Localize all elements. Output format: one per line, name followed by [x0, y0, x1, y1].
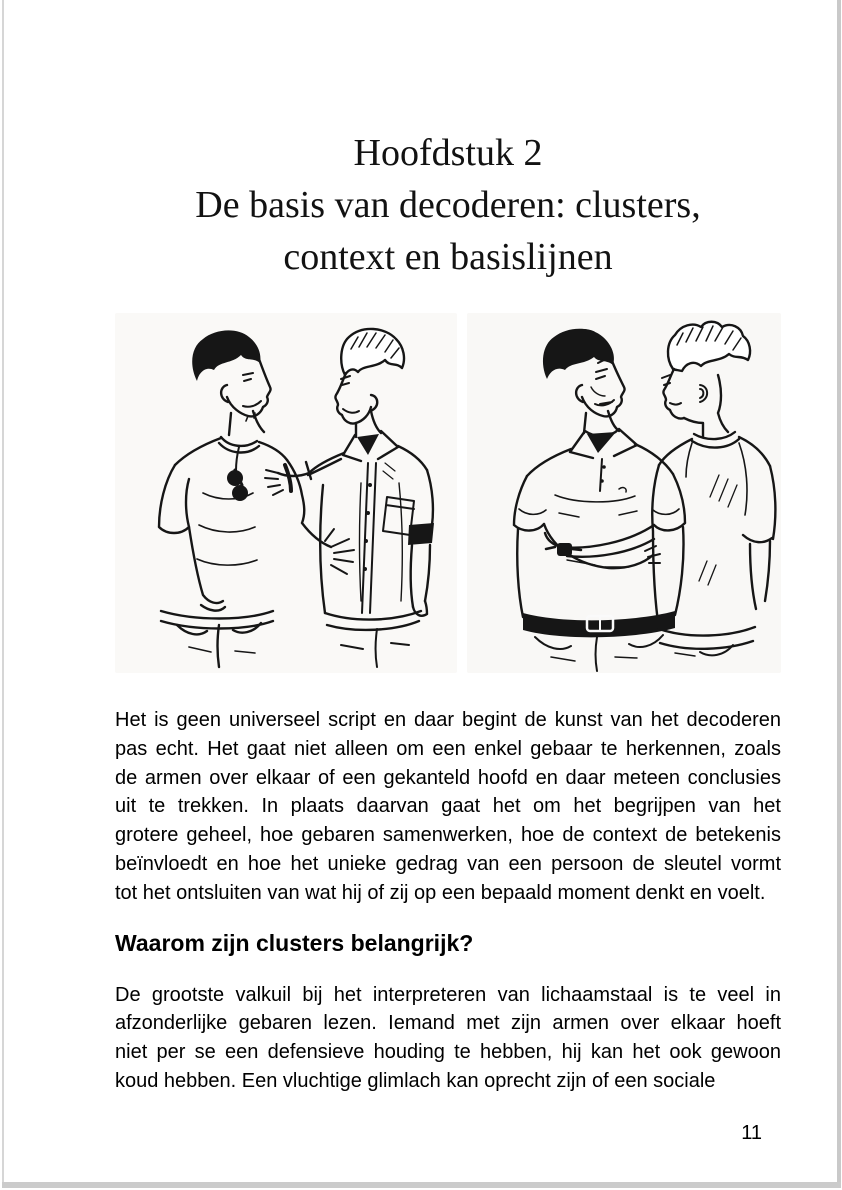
body-paragraph-2 [115, 981, 781, 1096]
chapter-title [115, 127, 781, 283]
illustration-row [115, 313, 781, 673]
text-line: De grootste valkuil bij het interpreteren van lichaamstaal is te veel in [115, 983, 781, 1006]
text-line: koud hebben. Een vluchtige glimlach kan oprecht zijn of een sociale [115, 1069, 716, 1092]
page-bottom-edge [2, 1182, 841, 1188]
text-line: grotere geheel, hoe gebaren samenwerken, hoe de context de betekenis [115, 824, 781, 847]
text-line: tot het ontsluiten van wat hij of zij op een bepaald moment denkt en voelt. [115, 881, 766, 904]
page-number: 11 [741, 1122, 762, 1144]
text-line: Hoofdstuk 2 [353, 132, 543, 174]
page-content [115, 0, 781, 1096]
text-line: afzonderlijke gebaren lezen. Iemand met zijn armen over elkaar hoeft [115, 1012, 781, 1035]
section-heading: Waarom zijn clusters belangrijk? [115, 929, 474, 956]
two-men-arms-crossed-drawing [467, 313, 781, 673]
text-line: uit te trekken. In plaats daarvan gaat het om het begrijpen van het [115, 795, 781, 818]
text-line: Het is geen universeel script en daar begint de kunst van het decoderen [115, 709, 781, 731]
text-line: De basis van decoderen: clusters, [195, 184, 701, 226]
text-line: beïnvloedt en hoe het unieke gedrag van een persoon de sleutel vormt [115, 852, 781, 875]
body-paragraph-1 [115, 706, 781, 908]
page-left-edge [2, 0, 4, 1188]
text-line: niet per se een defensieve houding te hebben, hij kan het ook gewoon [115, 1041, 781, 1064]
page-right-edge [837, 0, 841, 1188]
text-line: de armen over elkaar of een gekanteld hoofd en daar meteen conclusies [115, 766, 781, 789]
illustration-two-men-arms-crossed [467, 313, 781, 673]
illustration-two-men-chatting [115, 313, 457, 673]
two-men-chatting-drawing [115, 313, 457, 673]
text-line: context en basislijnen [283, 236, 613, 278]
text-line: pas echt. Het gaat niet alleen om een enkel gebaar te herkennen, zoals [115, 737, 781, 760]
